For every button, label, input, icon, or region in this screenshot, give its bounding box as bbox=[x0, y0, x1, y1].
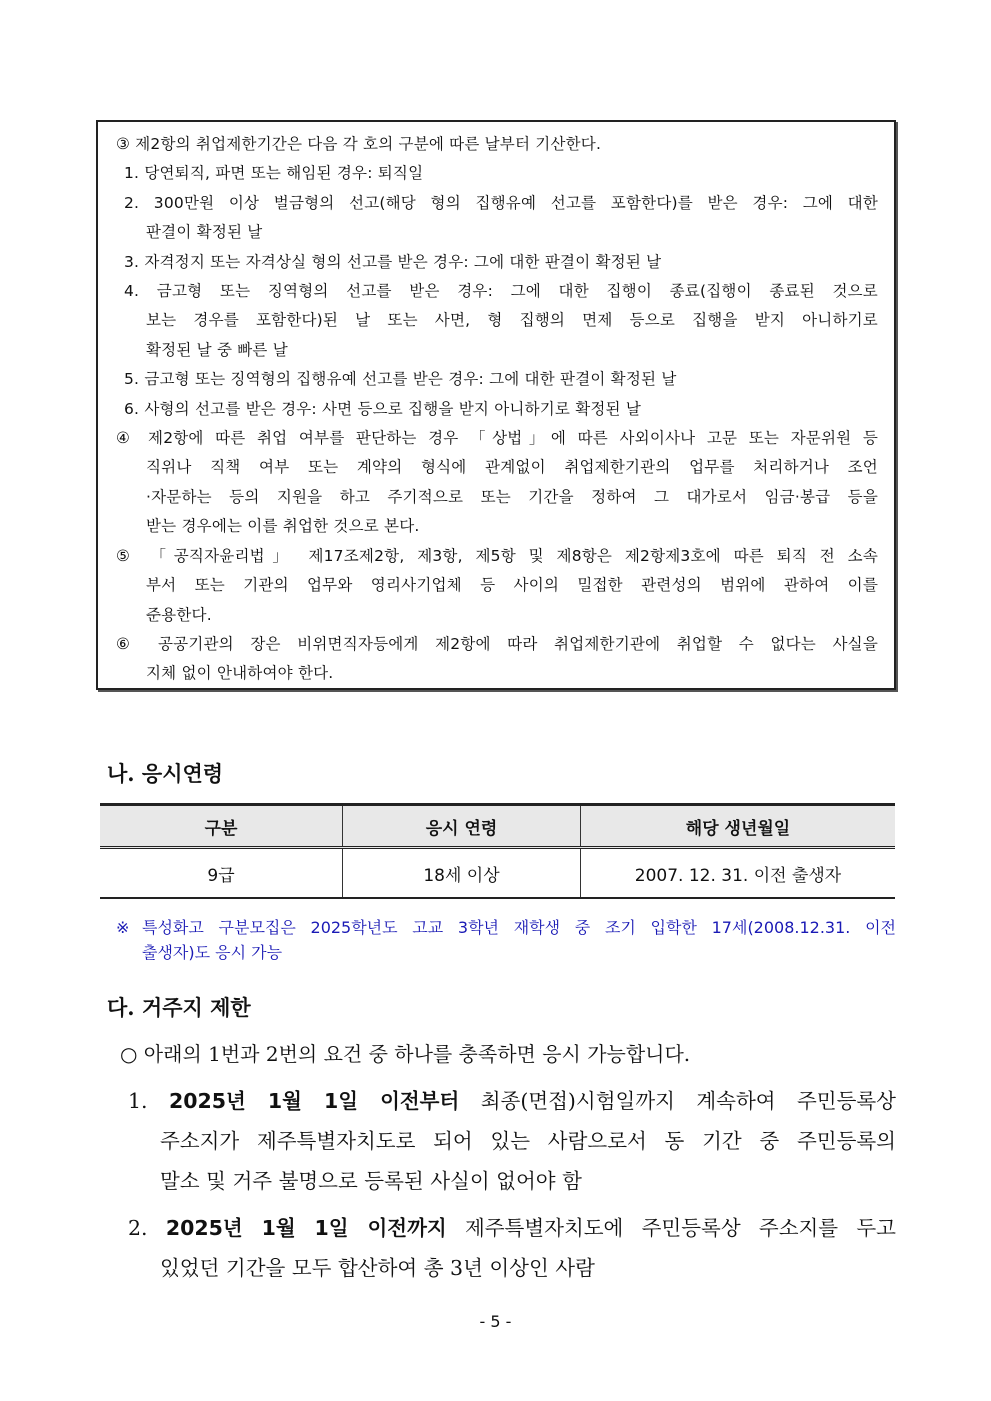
residence-section-heading: 다. 거주지 제한 bbox=[107, 995, 251, 1020]
condition-line: 주소지가 제주특별자치도로 되어 있는 사람으로서 동 기간 중 주민등록의 bbox=[160, 1129, 896, 1153]
law-excerpt-box bbox=[96, 120, 896, 690]
residence-intro: ○ 아래의 1번과 2번의 요건 중 하나를 충족하면 응시 가능합니다. bbox=[120, 1042, 691, 1066]
law-paragraph-5: ⑤ 「공직자윤리법」 제17조제2항, 제3항, 제5항 및 제8항은 제2항제3호에 따른 퇴직 전 소속 bbox=[116, 546, 878, 565]
reference-mark: ※ bbox=[116, 918, 130, 937]
condition-emphasis: 2025년 1월 1일 이전까지 bbox=[165, 1216, 447, 1240]
age-table-cell: 18세 이상 bbox=[343, 848, 581, 899]
law-item-4: 4. 금고형 또는 징역형의 선고를 받은 경우: 그에 대한 집행이 종료(집행이 종료된 것으로 bbox=[124, 282, 878, 301]
law-item-4-cont: 확정된 날 중 빠른 날 bbox=[146, 340, 288, 359]
law-item-2: 2. 300만원 이상 벌금형의 선고(해당 형의 집행유예 선고를 포함한다)를 받은 경우: 그에 대한 bbox=[124, 193, 878, 212]
condition-text: 제주특별자치도에 주민등록상 주소지를 두고 bbox=[464, 1216, 896, 1240]
law-item-4-cont: 보는 경우를 포함한다)된 날 또는 사면, 형 집행의 면제 등으로 집행을 받지 아니하기로 bbox=[146, 311, 878, 330]
law-paragraph-4-cont: 받는 경우에는 이를 취업한 것으로 본다. bbox=[146, 517, 420, 536]
law-item-5: 5. 금고형 또는 징역형의 집행유예 선고를 받은 경우: 그에 대한 판결이 확정된 날 bbox=[124, 370, 677, 389]
condition-number: 1. bbox=[128, 1089, 148, 1113]
law-paragraph-4-cont: 직위나 직책 여부 또는 계약의 형식에 관계없이 취업제한기관의 업무를 처리하거나 조언 bbox=[146, 458, 878, 477]
page-number: - 5 - bbox=[479, 1312, 512, 1331]
age-table-header: 구분 bbox=[100, 805, 343, 848]
condition-number: 2. bbox=[128, 1216, 148, 1240]
law-paragraph-4: ④ 제2항에 따른 취업 여부를 판단하는 경우 「상법」에 따른 사외이사나 고문 또는 자문위원 등 bbox=[116, 429, 878, 448]
law-paragraph-6-cont: 지체 없이 안내하여야 한다. bbox=[146, 664, 334, 683]
law-paragraph-5-cont: 준용한다. bbox=[146, 605, 212, 624]
age-note-text: 특성화고 구분모집은 2025학년도 고교 3학년 재학생 중 조기 입학한 17세(2008.12.31. 이전 bbox=[142, 918, 896, 937]
age-section-heading: 나. 응시연령 bbox=[107, 761, 224, 786]
age-table bbox=[100, 803, 895, 899]
law-paragraph-4-cont: ·자문하는 등의 지원을 하고 주기적으로 또는 기간을 정하여 그 대가로서 임금·봉급 등을 bbox=[146, 487, 878, 506]
residence-condition-1 bbox=[128, 1081, 896, 1201]
law-item-3: 3. 자격정지 또는 자격상실 형의 선고를 받은 경우: 그에 대한 판결이 확정된 날 bbox=[124, 252, 662, 271]
age-note bbox=[116, 915, 896, 965]
age-table-cell: 9급 bbox=[100, 848, 343, 899]
age-table-cell: 2007. 12. 31. 이전 출생자 bbox=[581, 848, 896, 899]
age-table-header: 해당 생년월일 bbox=[581, 805, 896, 848]
age-table-header: 응시 연령 bbox=[343, 805, 581, 848]
law-paragraph-5-cont: 부서 또는 기관의 업무와 영리사기업체 등 사이의 밀접한 관련성의 범위에 관하여 이를 bbox=[146, 576, 878, 595]
age-table-header-row bbox=[100, 805, 895, 848]
condition-line bbox=[128, 1081, 896, 1121]
age-note-line bbox=[116, 915, 896, 940]
condition-emphasis: 2025년 1월 1일 이전부터 bbox=[168, 1089, 460, 1113]
condition-text: 최종(면접)시험일까지 계속하여 주민등록상 bbox=[480, 1089, 896, 1113]
table-row bbox=[100, 848, 895, 899]
law-item-2-cont: 판결이 확정된 날 bbox=[146, 223, 263, 242]
law-item-6: 6. 사형의 선고를 받은 경우: 사면 등으로 집행을 받지 아니하기로 확정된 날 bbox=[124, 399, 642, 418]
law-item-1: 1. 당연퇴직, 파면 또는 해임된 경우: 퇴직일 bbox=[124, 164, 424, 183]
condition-line bbox=[128, 1208, 896, 1248]
condition-line: 있었던 기간을 모두 합산하여 총 3년 이상인 사람 bbox=[160, 1256, 595, 1280]
law-paragraph-6: ⑥ 공공기관의 장은 비위면직자등에게 제2항에 따라 취업제한기관에 취업할 수 없다는 사실을 bbox=[116, 634, 878, 653]
residence-condition-2 bbox=[128, 1208, 896, 1288]
age-note-line: 출생자)도 응시 가능 bbox=[142, 943, 283, 962]
condition-line: 말소 및 거주 불명으로 등록된 사실이 없어야 함 bbox=[160, 1169, 582, 1193]
law-paragraph-3: ③ 제2항의 취업제한기간은 다음 각 호의 구분에 따른 날부터 기산한다. bbox=[116, 135, 602, 153]
